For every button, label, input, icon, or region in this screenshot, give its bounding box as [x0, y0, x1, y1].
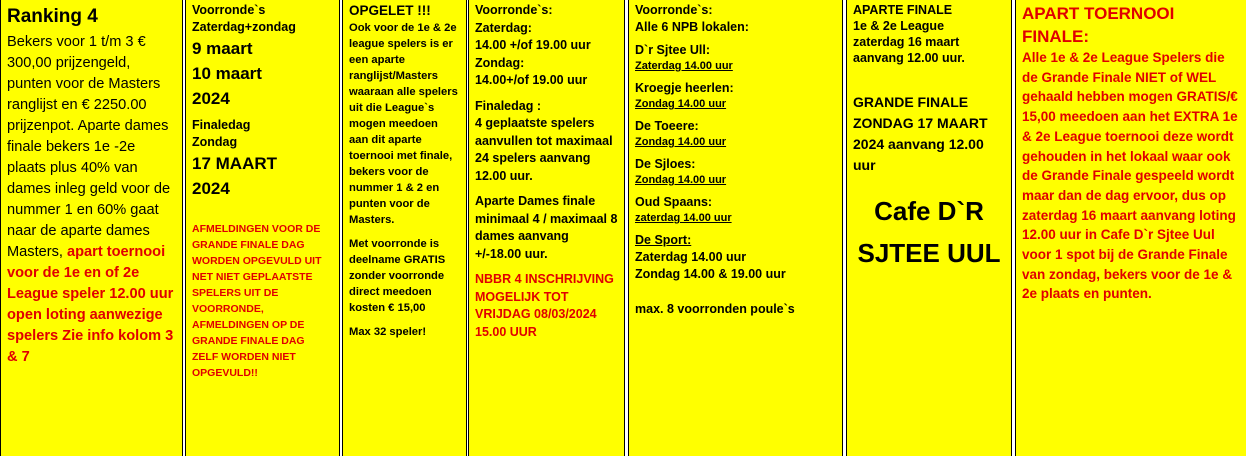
afmeldingen-note: AFMELDINGEN VOOR DE GRANDE FINALE DAG WORDEN OPGEVULD UIT NET NIET GEPLAATSTE SPELERS UIT DE VOORRONDE, AFMELDINGEN OP DE GRANDE FINALE DAG ZELF WORDEN NIET OPGEVULD!!: [192, 223, 322, 379]
times-zaterdag-value: 14.00 +/of 19.00 uur: [475, 38, 591, 52]
venue-time: Zondag 14.00 uur: [635, 98, 727, 110]
apart-toernooi-text: Alle 1e & 2e League Spelers die de Grande Finale NIET of WEL gehaald hebben mogen GRATIS/€ 15,00 meedoen aan het EXTRA 1e & 2e League toernooi deze wordt gehouden in het lokaal waar ook de Grande Finale gespeeld wordt maar dan de dag ervoor, dus op zaterdag 16 maart aanvang loting 12.00 uur in Cafe D`r Sjtee Uul voor 1 spot bij de Grande Finale van zondag, bekers voor de 1e & 2e plaats en punten.: [1022, 50, 1238, 302]
column-dates: [185, 0, 340, 456]
times-voorrondes: Voorronde`s:: [475, 3, 553, 17]
date-10-maart: 10 maart: [192, 64, 262, 83]
ranking-body: Bekers voor 1 t/m 3 € 300,00 prijzengeld, punten voor de Masters ranglijst en € 2250.00 prijzenpot. Aparte dames finale bekers 1e -2e plaats plus 40% van dames inleg geld voor de nummer 1 en 60% gaat naar de aparte dames Masters,: [7, 34, 171, 260]
column-finale: [846, 0, 1012, 456]
finaledag-text: 4 geplaatste spelers aanvullen tot maximaal 24 spelers aanvang 12.00 uur.: [475, 116, 613, 183]
venue-item: [635, 156, 836, 188]
ranking-title: Ranking 4: [7, 6, 98, 27]
venue-name: Kroegje heerlen:: [635, 81, 734, 95]
dates-label-weekend: Zaterdag+zondag: [192, 20, 296, 34]
venue-name-cafe: [853, 190, 1005, 274]
venue-name: De Toeere:: [635, 119, 699, 133]
ranking-red-note: apart toernooi voor de 1e en of 2e League speler 12.00 uur open loting aanwezige spelers Zie info kolom 3 & 7: [7, 244, 174, 365]
venue-time: zaterdag 14.00 uur: [635, 212, 732, 224]
date-17-maart: 17 MAART: [192, 154, 278, 173]
venue-item-sport: [635, 232, 836, 283]
apart-toernooi-heading-2: FINALE:: [1022, 27, 1090, 46]
venue-name: Oud Spaans:: [635, 195, 713, 209]
date-9-maart: 9 maart: [192, 39, 253, 58]
venue-item: [635, 42, 836, 74]
venue-name: D`r Sjtee Ull:: [635, 43, 711, 57]
max-spelers-text: Max 32 speler!: [349, 326, 427, 338]
dates-label-voorrondes: Voorronde`s: [192, 3, 266, 17]
opgelet-text: Ook voor de 1e & 2e league spelers is er een aparte ranglijst/Masters waaraan alle spelers uit die League`s mogen meedoen aan dit aparte toernooi met finale, bekers voor de nummer 1 & 2 en punten voor de Masters.: [349, 22, 458, 226]
finaledag-heading: Finaledag :: [475, 98, 541, 113]
aparte-finale-date: zaterdag 16 maart: [853, 35, 960, 49]
venue-name: De Sjloes:: [635, 157, 696, 171]
column-ranking: [0, 0, 183, 456]
venue-time: Zondag 14.00 uur: [635, 136, 727, 148]
opgelet-heading: OPGELET !!!: [349, 3, 431, 18]
cafe-line-2: SJTEE UUL: [857, 238, 1001, 268]
times-zaterdag: Zaterdag:: [475, 20, 532, 35]
aparte-finale-league: 1e & 2e League: [853, 19, 945, 33]
venue-item: [635, 118, 836, 150]
venue-sport-time-2: Zondag 14.00 & 19.00 uur: [635, 267, 786, 281]
column-opgelet: [342, 0, 467, 456]
venue-time: Zaterdag 14.00 uur: [635, 60, 733, 72]
times-zondag: Zondag:: [475, 55, 525, 70]
deelname-text: Met voorronde is deelname GRATIS zonder voorronde direct meedoen kosten € 15,00: [349, 238, 446, 314]
poules-note: max. 8 voorronden poule`s: [635, 302, 795, 316]
inschrijving-note: NBBR 4 INSCHRIJVING MOGELIJK TOT VRIJDAG 08/03/2024 15.00 UUR: [475, 272, 614, 339]
venues-voorrondes: Voorronde`s:: [635, 3, 713, 17]
dates-label-zondag: Zondag: [192, 135, 238, 149]
venue-item: [635, 194, 836, 226]
venues-all: Alle 6 NPB lokalen:: [635, 20, 749, 34]
venue-time: Zondag 14.00 uur: [635, 174, 727, 186]
apart-toernooi-heading-1: APART TOERNOOI: [1022, 4, 1175, 23]
dames-finale-text: Aparte Dames finale minimaal 4 / maximaal 8 dames aanvang +/-18.00 uur.: [475, 194, 618, 261]
venue-sport-time-1: Zaterdag 14.00 uur: [635, 250, 747, 264]
venue-sport-name: De Sport:: [635, 233, 692, 247]
cafe-line-1: Cafe D`R: [874, 196, 984, 226]
column-venues: [628, 0, 843, 456]
column-times: [468, 0, 625, 456]
date-year-1: 2024: [192, 89, 230, 108]
date-year-2: 2024: [192, 179, 230, 198]
column-apart-toernooi: [1015, 0, 1246, 456]
aparte-finale-heading: APARTE FINALE: [853, 3, 953, 17]
grande-finale-text: GRANDE FINALE ZONDAG 17 MAART 2024 aanvang 12.00 uur: [853, 94, 988, 173]
times-zondag-value: 14.00+/of 19.00 uur: [475, 73, 588, 87]
dates-label-finaledag: Finaledag: [192, 118, 251, 132]
aparte-finale-time: aanvang 12.00 uur.: [853, 51, 965, 65]
ranking-text: [7, 32, 176, 368]
venue-item: [635, 80, 836, 112]
